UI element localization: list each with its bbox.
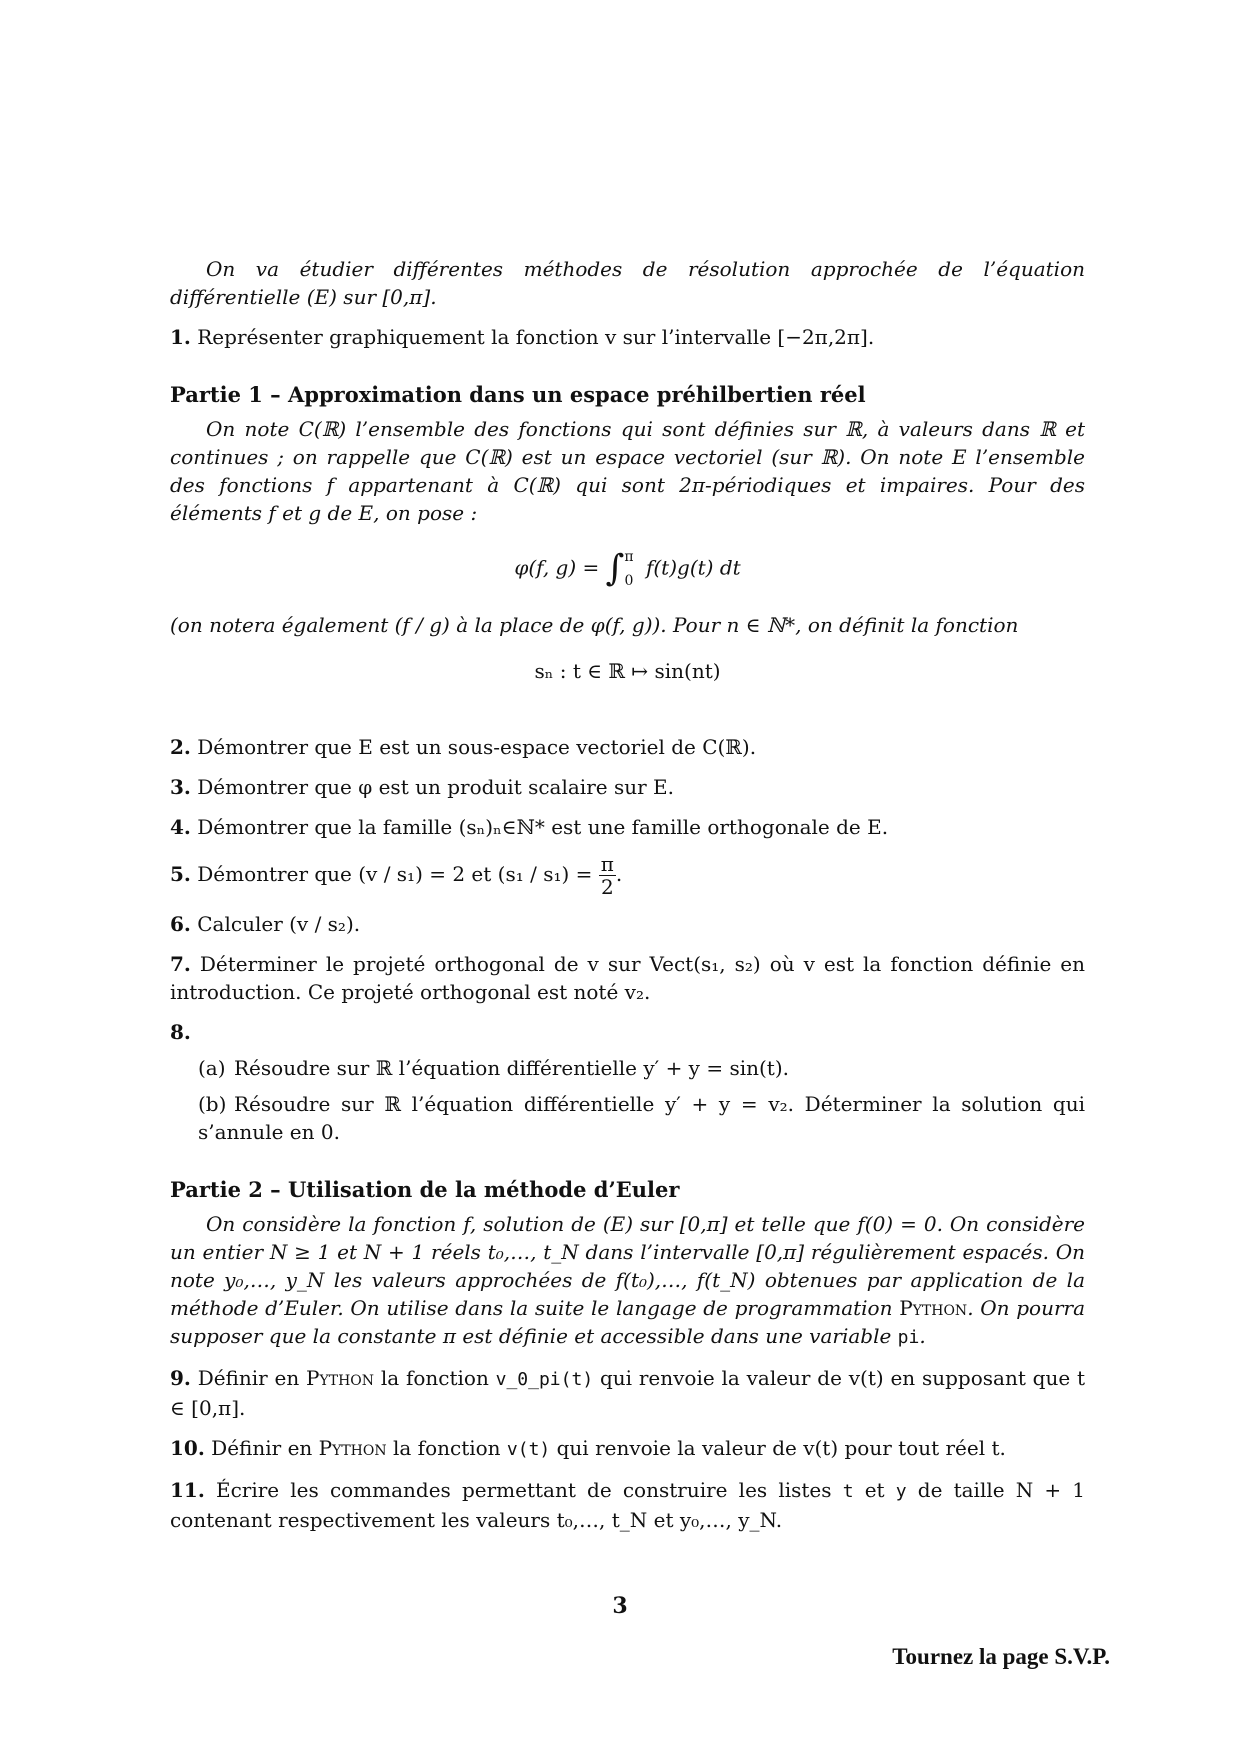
part-2-intro — [170, 1210, 1085, 1352]
question-text: Démontrer que la famille (sₙ)ₙ∈ℕ* est une famille orthogonale de E. — [197, 815, 889, 839]
question-5 — [170, 853, 1085, 898]
question-2 — [170, 733, 1085, 761]
question-number: 10. — [170, 1436, 205, 1460]
text-post: de taille N + 1 contenant respectivement les valeurs t₀,…, t_N et y₀,…, y_N. — [170, 1478, 1086, 1532]
question-end: . — [615, 862, 623, 886]
question-number: 2. — [170, 735, 191, 759]
question-1 — [170, 323, 1085, 351]
fraction-pi-over-2 — [599, 853, 616, 898]
document-body — [170, 255, 1085, 1534]
fraction-denominator: 2 — [600, 875, 614, 899]
python-name: Python — [899, 1296, 968, 1320]
intro-text-c: . — [919, 1324, 926, 1348]
question-text: Démontrer que (v / s₁) = 2 et (s₁ / s₁) = — [197, 862, 593, 886]
intro-text-b: . On pourra supposer que la constante π est définie et accessible dans une variable — [170, 1296, 1086, 1348]
question-number: 11. — [170, 1478, 205, 1502]
integral-upper: π — [624, 549, 634, 565]
question-number: 8. — [170, 1020, 191, 1044]
code-t: t — [842, 1481, 854, 1502]
sub-text: Résoudre sur ℝ l’équation différentielle y′ + y = sin(t). — [234, 1056, 789, 1080]
phi-definition — [170, 545, 1085, 593]
question-text: Calculer (v / s₂). — [197, 912, 361, 936]
text-and: et — [864, 1478, 885, 1502]
question-8a — [198, 1054, 1085, 1082]
part-1-intro: On note C(ℝ) l’ensemble des fonctions qui sont définies sur ℝ, à valeurs dans ℝ et continues ; on rappelle que C(ℝ) est un espace vectoriel (sur ℝ). On note E l’ensemble des fonctions f appartenant à C(ℝ) qui sont 2π-périodiques et impaires. Pour des éléments f et g de E, on pose : — [170, 417, 1085, 525]
question-number: 4. — [170, 815, 191, 839]
code-y: y — [895, 1481, 907, 1502]
question-8b — [198, 1090, 1085, 1146]
sub-label: (a) — [198, 1056, 226, 1080]
fraction-numerator: π — [600, 852, 614, 876]
python-name: Python — [306, 1366, 375, 1390]
text-post: qui renvoie la valeur de v(t) pour tout réel t. — [556, 1436, 1006, 1460]
text-pre: Écrire les commandes permettant de construire les listes — [215, 1478, 832, 1502]
sub-label: (b) — [198, 1092, 227, 1116]
footer-turn-page: Tournez la page S.V.P. — [892, 1644, 1110, 1669]
question-text: Démontrer que E est un sous-espace vectoriel de C(ℝ). — [197, 735, 757, 759]
part-2-heading: Partie 2 – Utilisation de la méthode d’Euler — [170, 1177, 680, 1202]
text-mid: la fonction — [380, 1366, 489, 1390]
text-pre: Définir en — [211, 1436, 313, 1460]
question-text: Représenter graphiquement la fonction v sur l’intervalle [−2π,2π]. — [197, 325, 875, 349]
part-1-heading: Partie 1 – Approximation dans un espace préhilbertien réel — [170, 382, 866, 407]
pi-variable: pi — [897, 1327, 920, 1348]
page-number: 3 — [612, 1593, 628, 1619]
integral-sign: ∫ — [605, 548, 625, 589]
text-pre: Définir en — [197, 1366, 300, 1390]
question-number: 6. — [170, 912, 191, 936]
question-7 — [170, 950, 1085, 1006]
question-4 — [170, 813, 1085, 841]
question-text: Démontrer que φ est un produit scalaire sur E. — [197, 775, 674, 799]
question-9 — [170, 1364, 1085, 1422]
question-text: Déterminer le projeté orthogonal de v sur Vect(s₁, s₂) où v est la fonction définie en introduction. Ce projeté orthogonal est noté v₂. — [170, 952, 1085, 1004]
text-post: qui renvoie la valeur de v(t) en supposant que t ∈ [0,π]. — [170, 1366, 1086, 1420]
question-3 — [170, 773, 1085, 801]
question-8 — [170, 1018, 1085, 1046]
question-6 — [170, 910, 1085, 938]
part-1-note: (on notera également (f / g) à la place de φ(f, g)). Pour n ∈ ℕ*, on définit la fonction — [170, 613, 1019, 637]
code-v: v(t) — [506, 1439, 551, 1460]
question-number: 5. — [170, 862, 191, 886]
question-number: 9. — [170, 1366, 191, 1390]
integral-limits — [624, 545, 633, 593]
question-number: 1. — [170, 325, 191, 349]
question-number: 7. — [170, 952, 191, 976]
python-name: Python — [318, 1436, 387, 1460]
question-10 — [170, 1434, 1085, 1464]
phi-rhs: f(t)g(t) dt — [645, 555, 741, 580]
intro-text-a: On considère la fonction f, solution de (E) sur [0,π] et telle que f(0) = 0. On considère un entier N ≥ 1 et N + 1 réels t₀,…, t_N dans l’intervalle [0,π] régulièrement espacés. On note y₀,…, y_N les valeurs approchées de f(t₀),…, f(t_N) obtenues par application de la méthode d’Euler. On utilise dans la suite le langage de programmation — [170, 1212, 1085, 1320]
sn-definition: sₙ : t ∈ ℝ ↦ sin(nt) — [534, 659, 721, 683]
code-v-0-pi: v_0_pi(t) — [495, 1369, 594, 1390]
question-11 — [170, 1476, 1085, 1534]
question-number: 3. — [170, 775, 191, 799]
phi-lhs: φ(f, g) = — [514, 555, 600, 580]
sub-text: Résoudre sur ℝ l’équation différentielle y′ + y = v₂. Déterminer la solution qui s’annule en 0. — [198, 1092, 1085, 1144]
intro-paragraph: On va étudier différentes méthodes de résolution approchée de l’équation différentielle (E) sur [0,π]. — [170, 257, 1085, 309]
integral-lower: 0 — [624, 573, 634, 589]
text-mid: la fonction — [392, 1436, 501, 1460]
